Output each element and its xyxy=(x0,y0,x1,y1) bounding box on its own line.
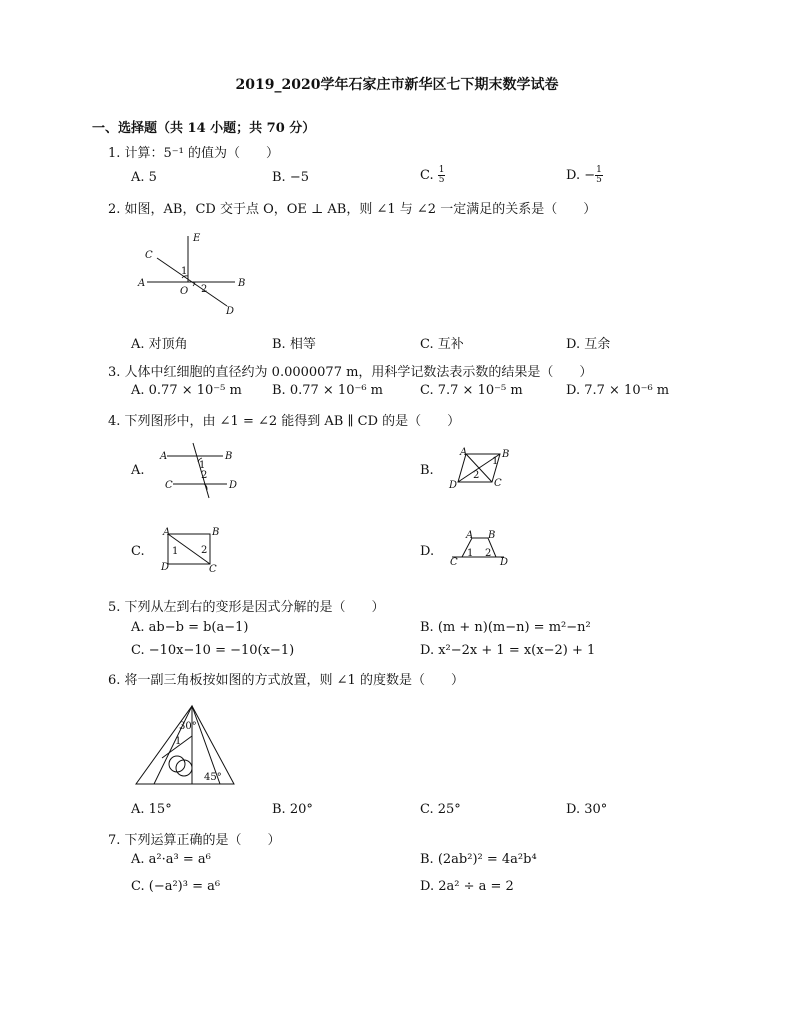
q6-option-b[interactable]: B. 20° xyxy=(272,802,313,817)
question-6-stem: 6. 将一副三角板按如图的方式放置，则 ∠1 的度数是（ ） xyxy=(108,673,464,688)
svg-text:C: C xyxy=(209,564,217,575)
q1-d-fraction: $\frac{1}{5}$ xyxy=(596,165,602,185)
q6-label-45: 45° xyxy=(204,772,222,783)
q2-label-c: C xyxy=(145,250,153,261)
svg-text:B: B xyxy=(212,527,220,538)
svg-text:A: A xyxy=(466,530,474,541)
q2-figure xyxy=(135,228,250,318)
svg-text:2: 2 xyxy=(485,548,492,559)
svg-text:2: 2 xyxy=(201,470,208,481)
q7-option-b[interactable]: B. (2ab²)² = 4a²b⁴ xyxy=(420,852,537,867)
section-heading: 一、选择题（共 14 小题；共 70 分） xyxy=(92,121,316,136)
q1-option-b[interactable]: B. −5 xyxy=(272,170,309,185)
q7-option-d[interactable]: D. 2a² ÷ a = 2 xyxy=(420,879,514,894)
q4-figure-b xyxy=(448,446,518,491)
q4-option-c[interactable]: C. xyxy=(131,544,145,559)
q4-figure-d xyxy=(450,528,515,570)
q6-figure xyxy=(130,700,245,792)
q4-option-d[interactable]: D. xyxy=(420,544,435,559)
q7-option-a[interactable]: A. a²·a³ = a⁶ xyxy=(131,852,211,867)
q1-option-a[interactable]: A. 5 xyxy=(131,170,157,185)
svg-text:B: B xyxy=(225,451,233,462)
question-2-stem: 2. 如图，AB，CD 交于点 O，OE ⊥ AB，则 ∠1 与 ∠2 一定满足的关系是（ ） xyxy=(108,202,597,217)
svg-text:D: D xyxy=(500,557,509,568)
svg-text:C: C xyxy=(450,557,458,568)
q6-label-angle-1: 1 xyxy=(175,736,182,747)
svg-text:C: C xyxy=(165,480,173,491)
svg-text:D: D xyxy=(161,562,170,573)
q2-label-b: B xyxy=(238,278,246,289)
q2-label-d: D xyxy=(226,306,235,317)
q6-label-30: 30° xyxy=(179,721,197,732)
svg-text:D: D xyxy=(229,480,238,491)
q2-label-angle-1: 1 xyxy=(181,266,188,277)
q2-label-o: O xyxy=(180,286,189,297)
page-title: 2019_2020学年石家庄市新华区七下期末数学试卷 xyxy=(235,77,559,93)
q3-option-d[interactable]: D. 7.7 × 10⁻⁶ m xyxy=(566,383,670,398)
q7-option-c[interactable]: C. (−a²)³ = a⁶ xyxy=(131,879,221,894)
svg-text:2: 2 xyxy=(201,545,208,556)
q5-option-a[interactable]: A. ab−b = b(a−1) xyxy=(131,620,249,635)
q5-option-d[interactable]: D. x²−2x + 1 = x(x−2) + 1 xyxy=(420,643,596,658)
q1-option-d[interactable]: D. − $\frac{1}{5}$ xyxy=(566,165,602,185)
question-3-stem: 3. 人体中红细胞的直径约为 0.0000077 m，用科学记数法表示数的结果是（ ） xyxy=(108,365,593,380)
q2-option-c[interactable]: C. 互补 xyxy=(420,337,464,352)
svg-text:A: A xyxy=(460,447,468,458)
svg-text:A: A xyxy=(160,451,168,462)
q6-option-c[interactable]: C. 25° xyxy=(420,802,461,817)
q4-figure-c xyxy=(160,526,225,575)
svg-text:1: 1 xyxy=(492,456,499,467)
q5-option-b[interactable]: B. (m + n)(m−n) = m²−n² xyxy=(420,620,591,635)
q6-option-d[interactable]: D. 30° xyxy=(566,802,608,817)
q2-option-d[interactable]: D. 互余 xyxy=(566,337,611,352)
svg-text:D: D xyxy=(449,480,458,491)
svg-text:1: 1 xyxy=(199,460,206,471)
q3-option-b[interactable]: B. 0.77 × 10⁻⁶ m xyxy=(272,383,383,398)
svg-text:2: 2 xyxy=(473,470,480,481)
q4-option-b[interactable]: B. xyxy=(420,463,434,478)
svg-text:1: 1 xyxy=(467,548,474,559)
q1-option-c[interactable]: C. $\frac{1}{5}$ xyxy=(420,165,445,185)
q2-option-a[interactable]: A. 对顶角 xyxy=(131,337,188,352)
question-7-stem: 7. 下列运算正确的是（ ） xyxy=(108,833,281,848)
q1-c-fraction: $\frac{1}{5}$ xyxy=(438,165,445,185)
svg-text:1: 1 xyxy=(172,546,179,557)
question-1-stem: 1. 计算：5⁻¹ 的值为（ ） xyxy=(108,146,280,161)
svg-text:C: C xyxy=(494,478,502,489)
svg-text:B: B xyxy=(488,530,496,541)
q3-option-a[interactable]: A. 0.77 × 10⁻⁵ m xyxy=(131,383,242,398)
q2-label-e: E xyxy=(193,233,201,244)
question-5-stem: 5. 下列从左到右的变形是因式分解的是（ ） xyxy=(108,600,385,615)
q2-label-a: A xyxy=(138,278,146,289)
svg-text:B: B xyxy=(502,449,510,460)
q5-option-c[interactable]: C. −10x−10 = −10(x−1) xyxy=(131,643,295,658)
q6-option-a[interactable]: A. 15° xyxy=(131,802,172,817)
q4-option-a[interactable]: A. xyxy=(131,463,145,478)
q2-label-angle-2: 2 xyxy=(201,284,208,295)
question-4-stem: 4. 下列图形中，由 ∠1 = ∠2 能得到 AB ∥ CD 的是（ ） xyxy=(108,414,461,429)
q2-option-b[interactable]: B. 相等 xyxy=(272,337,316,352)
q4-figure-a xyxy=(155,440,245,500)
svg-text:A: A xyxy=(163,527,171,538)
q3-option-c[interactable]: C. 7.7 × 10⁻⁵ m xyxy=(420,383,523,398)
